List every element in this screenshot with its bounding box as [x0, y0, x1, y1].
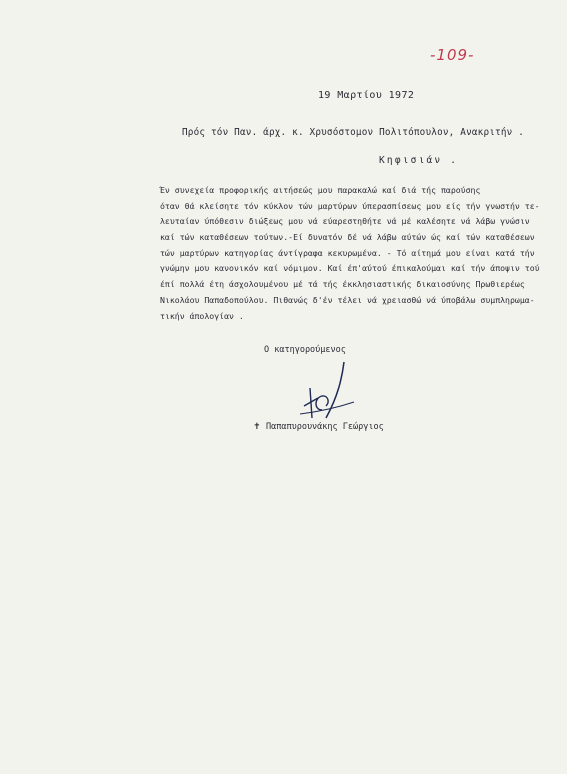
body-line: Νικολάου Παπαδοπούλου. Πιθανώς δ'έν τέλει νά χρειασθώ νά ύποβάλω συμπληρωμα-	[160, 294, 535, 305]
letter-body	[160, 183, 560, 324]
page-number: -109-	[430, 46, 475, 64]
body-line: γνώμην μου κανονικόν καί νόμιμον. Καί έπ'αύτού έπικαλούμαι καί τήν άποψιν τού	[160, 263, 540, 274]
body-line: Έν συνεχεία προφορικής αιτήσεώς μου παρακαλώ καί διά τής παρούσης	[160, 185, 481, 195]
cross-icon: ✝	[254, 421, 261, 432]
body-line: τικήν άπολογίαν .	[160, 310, 244, 321]
body-line: καί τών καταθέσεων τούτων.-Εί δυνατόν δέ νά λάβω αύτών ώς καί τών καταθέσεων	[160, 232, 535, 243]
closing-line: Ο κατηγορούμενος	[264, 345, 346, 355]
letter-date: 19 Μαρτίου 1972	[318, 90, 415, 101]
handwritten-signature	[292, 358, 362, 426]
body-line: λευταίαν ύπόθεσιν διώξεως μου νά εύαρεστηθήτε νά μέ καλέσητε νά λάβω γνώσιν	[160, 216, 530, 227]
body-line: όταν θά κλείσητε τόν κύκλον τών μαρτύρων ύπερασπίσεως μου είς τήν γνωστήν τε-	[160, 200, 540, 211]
recipient-place: Κηφισιάν .	[379, 155, 459, 166]
signer-name: Παπαπυρουνάκης Γεώργιος	[266, 422, 384, 432]
body-line: τών μαρτύρων κατηγορίας άντίγραφα κεκυρωμένα. - Τό αίτημά μου είναι κατά τήν	[160, 247, 535, 258]
body-line: έπί πολλά έτη άσχολουμένου μέ τά τής έκκλησιαστικής δικαιοσύνης Πρωθιερέως	[160, 279, 525, 290]
recipient-line: Πρός τόν Παν. άρχ. κ. Χρυσόστομον Πολιτόπουλον, Ανακριτήν .	[182, 127, 525, 138]
